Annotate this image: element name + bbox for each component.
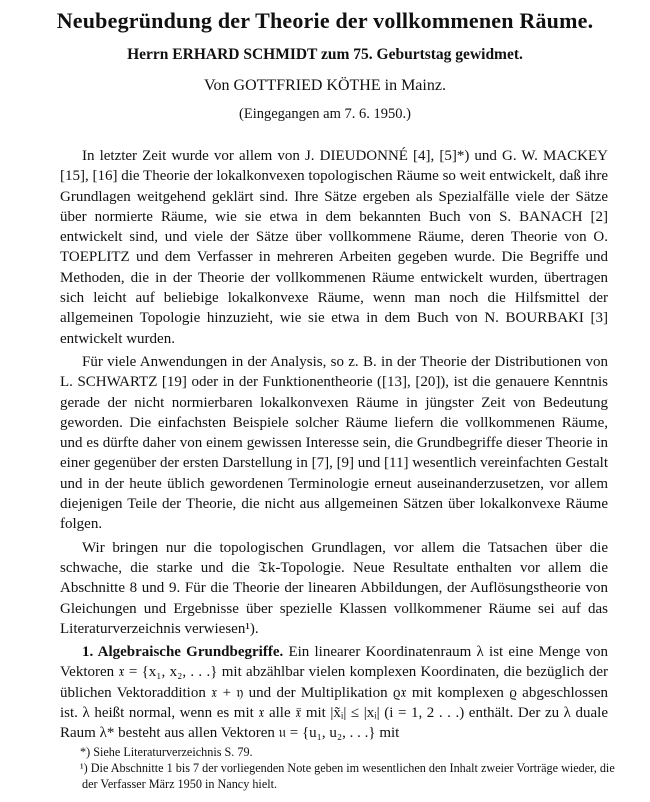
article-body	[60, 146, 608, 747]
paragraph-intro: In letzter Zeit wurde vor allem von J. DIEUDONNÉ [4], [5]*) und G. W. MACKEY [15], [16] die Theorie der lokalkonvexen topologischen Räume so weit entwickelt, daß ihre Grundlagen weitgehend geklärt sind. Ihre Sätze ergeben als Spezialfälle viele der Sätze über normierte Räume, wie sie etwa in dem bekannten Buch von S. BANACH [2] entwickelt sind, und viele der Sätze über vollkommene Räume, deren Theorie von O. TOEPLITZ und dem Verfasser in mehreren Arbeiten gegeben wurde. Die Begriffe und Methoden, die in der Theorie der vollkommenen Räume entwickelt wurden, übertragen sich leicht auf beliebige lokalkonvexe Räume, wenn man noch die Hilfsmittel der allgemeinen Topologie hinzuzieht, wie sie etwa in dem Buch von N. BOURBAKI [3] entwickelt wurden.	[60, 148, 608, 347]
paragraph-scope: Wir bringen nur die topologischen Grundlagen, vor allem die Tatsachen über die schwache, die starke und die 𝔗k-Topologie. Neue Resultate enthalten vor allem die Abschnitte 8 und 9. Für die Theorie der linearen Abbildungen, der Auflösungstheorie von Gleichungen und Ergebnisse über spezielle Klassen vollkommener Räume sei auf das Literaturverzeichnis verwiesen¹).	[60, 539, 608, 637]
footnote-star: *) Siehe Literaturverzeichnis S. 79.	[80, 745, 253, 759]
footnotes	[60, 744, 620, 792]
paper-title: Neubegründung der Theorie der vollkommenen Räume.	[56, 8, 594, 33]
author-byline: Von GOTTFRIED KÖTHE in Mainz.	[204, 77, 446, 94]
footnote-1: ¹) Die Abschnitte 1 bis 7 der vorliegenden Note geben im wesentlichen den Inhalt zweier Vorträge wieder, die der Verfasser März 1950 in Nancy hielt.	[80, 761, 615, 791]
section-1-text: Ein linearer Koordinatenraum λ ist eine Menge von Vektoren 𝔵 = {x₁, x₂, . . .} mit abzählbar vielen komplexen Koordinaten, die bezüglich der üblichen Vektoraddition 𝔵 + 𝔶 und der Multiplikation ϱ𝔵 mit komplexen ϱ abgeschlossen ist. λ heißt normal, wenn es mit 𝔵 alle 𝔵̃ mit |x̃ᵢ| ≤ |xᵢ| (i = 1, 2 . . .) enthält. Der zu λ duale Raum λ* besteht aus allen Vektoren 𝔲 = {u₁, u₂, . . .} mit	[60, 644, 608, 742]
paragraph-section-1	[60, 642, 608, 743]
paragraph-applications: Für viele Anwendungen in der Analysis, so z. B. in der Theorie der Distributionen von L. SCHWARTZ [19] oder in der Funktionentheorie ([13], [20]), ist die genauere Kenntnis gerade der nicht normierbaren lokalkonvexen Räume in jüngster Zeit von Bedeutung geworden. Die einfachsten Beispiele solcher Räume liefern die vollkommenen Räume, und es dürfte daher von einem gewissen Interesse sein, die Grundbegriffe dieser Theorie in einer gegenüber der ersten Darstellung in [7], [9] und [11] wesentlich vereinfachten Gestalt und in der heute üblich gewordenen Terminologie erneut auseinanderzusetzen, vor allem diejenigen Teile der Theorie, die nicht aus allgemeinen Sätzen über lokalkonvexe Räume folgen.	[60, 353, 608, 533]
received-date: (Eingegangen am 7. 6. 1950.)	[239, 106, 411, 122]
dedication-line: Herrn ERHARD SCHMIDT zum 75. Geburtstag gewidmet.	[127, 46, 523, 63]
section-1-heading: 1. Algebraische Grundbegriffe.	[82, 644, 284, 661]
